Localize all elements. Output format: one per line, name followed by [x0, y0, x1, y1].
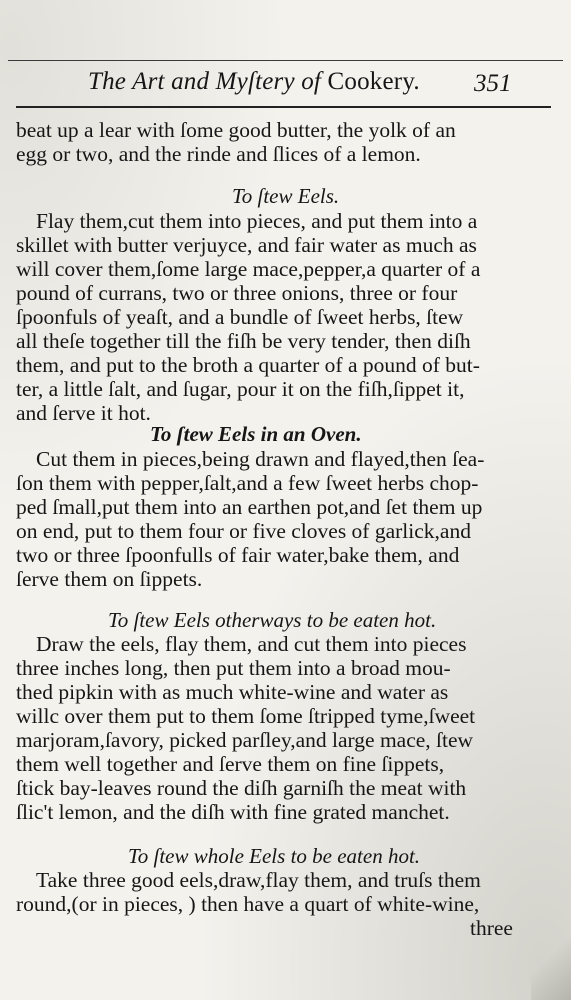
text-line: them, and put to the broth a quarter of a pound of but- [16, 353, 480, 377]
recipe-heading: To ſtew Eels otherways to be eaten hot. [108, 608, 437, 632]
text-line: beat up a lear with ſome good butter, the yolk of an [16, 118, 456, 142]
text-line: ſon them with pepper,ſalt,and a few ſweet herbs chop- [16, 471, 479, 495]
recipe-heading: To ſtew Eels. [232, 184, 340, 208]
running-head-cookery: Cookery. [327, 68, 420, 95]
text-line: and ſerve it hot. [16, 401, 151, 425]
text-line: will cover them,ſome large mace,pepper,a quarter of a [16, 257, 481, 281]
recipe-heading: To ſtew Eels in an Oven. [150, 422, 362, 446]
recipe-heading: To ſtew whole Eels to be eaten hot. [128, 844, 421, 868]
text-line: ped ſmall,put them into an earthen pot,and ſet them up [16, 495, 483, 519]
text-line: round,(or in pieces, ) then have a quart of white-wine, [16, 892, 480, 916]
text-line: Take three good eels,draw,flay them, and truſs them [36, 868, 481, 892]
running-head-title: The Art and Myſtery of [88, 68, 328, 95]
text-line: all theſe together till the fiſh be very tender, then diſh [16, 329, 471, 353]
text-line: two or three ſpoonfulls of fair water,bake them, and [16, 543, 460, 567]
text-line: thed pipkin with as much white-wine and water as [16, 680, 449, 704]
text-line: three inches long, then put them into a broad mou- [16, 656, 451, 680]
text-line: ſerve them on ſippets. [16, 567, 203, 591]
page-number: 351 [474, 70, 512, 97]
catchword: three [470, 916, 513, 940]
text-line: ter, a little ſalt, and ſugar, pour it on the fiſh,ſippet it, [16, 377, 465, 401]
text-line: Flay them,cut them into pieces, and put them into a [36, 209, 478, 233]
text-line: ſtick bay-leaves round the diſh garniſh the meat with [16, 776, 467, 800]
text-line: marjoram,ſavory, picked parſley,and large mace, ſtew [16, 728, 474, 752]
text-line: skillet with butter verjuyce, and fair water as much as [16, 233, 477, 257]
page-corner-shadow [531, 930, 571, 1000]
top-border-rule [8, 60, 563, 61]
text-line: egg or two, and the rinde and ſlices of a lemon. [16, 142, 421, 166]
text-line: on end, put to them four or five cloves of garlick,and [16, 519, 471, 543]
page-header [0, 64, 571, 104]
text-line: pound of currans, two or three onions, three or four [16, 281, 458, 305]
text-line: ſpoonfuls of yeaſt, and a bundle of ſweet herbs, ſtew [16, 305, 464, 329]
text-line: Cut them in pieces,being drawn and flayed,then ſea- [36, 447, 485, 471]
text-line: Draw the eels, flay them, and cut them into pieces [36, 632, 467, 656]
header-rule [16, 106, 551, 108]
text-line: willc over them put to them ſome ſtripped tyme,ſweet [16, 704, 476, 728]
running-head [88, 68, 420, 96]
text-line: ſlic't lemon, and the diſh with fine grated manchet. [16, 800, 450, 824]
text-line: them well together and ſerve them on fine ſippets, [16, 752, 445, 776]
